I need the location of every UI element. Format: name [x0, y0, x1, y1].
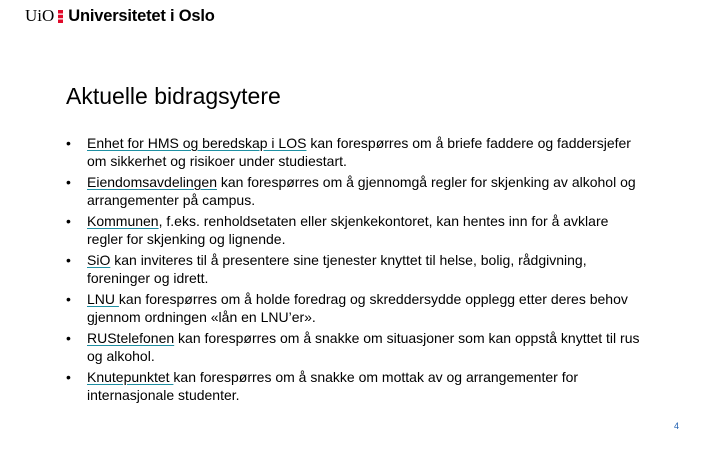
link-lnu[interactable]: LNU — [87, 291, 119, 307]
item-line-2: arrangementer på campus. — [87, 191, 256, 208]
page-number: 4 — [674, 421, 680, 431]
logo-short-text: UiO — [25, 6, 55, 25]
link-kommunen[interactable]: Kommunen — [87, 213, 159, 229]
item-line-1 — [87, 174, 696, 192]
item-line-1 — [87, 369, 696, 387]
item-text: kan forespørres om å snakke om situasjoner som kan oppstå knyttet til rus — [174, 330, 640, 346]
item-line-1 — [87, 213, 696, 231]
item-line-2: foreninger og idrett. — [87, 269, 209, 286]
item-line-2: gjennom ordningen «lån en LNU’er». — [87, 308, 316, 325]
item-line-1 — [87, 135, 696, 153]
item-text: kan inviteres til å presentere sine tjenester knyttet til helse, bolig, rådgivning, — [110, 252, 587, 268]
item-line-1 — [87, 252, 696, 270]
item-text: , f.eks. renholdsetaten eller skjenkekontoret, kan hentes inn for å avklare — [158, 213, 609, 229]
item-line-2: og alkohol. — [87, 347, 155, 364]
bullet-icon: • — [66, 213, 71, 229]
list-item — [66, 135, 696, 170]
link-knutepunktet[interactable]: Knutepunktet — [87, 369, 174, 385]
list-item — [66, 330, 696, 365]
list-item — [66, 174, 696, 209]
link-rustelefonen[interactable]: RUStelefonen — [87, 330, 175, 346]
uio-logo[interactable] — [25, 6, 215, 26]
bullet-icon: • — [66, 291, 71, 307]
item-text: kan forespørres om å briefe faddere og faddersjefer — [306, 135, 631, 151]
list-item — [66, 369, 696, 404]
item-line-2: internasjonale studenter. — [87, 386, 240, 403]
bullet-icon: • — [66, 369, 71, 385]
item-line-2: om sikkerhet og risikoer under studiestart. — [87, 152, 347, 169]
list-item — [66, 291, 696, 326]
logo-mark-icon — [58, 10, 63, 23]
item-text: kan forespørres om å snakke om mottak av og arrangementer for — [173, 369, 579, 385]
bullet-icon: • — [66, 135, 71, 151]
item-line-1 — [87, 330, 696, 348]
link-eiendomsavdelingen[interactable]: Eiendomsavdelingen — [87, 174, 217, 190]
slide-title: Aktuelle bidragsytere — [66, 83, 281, 109]
list-item — [66, 213, 696, 248]
item-text: kan forespørres om å holde foredrag og skreddersydde opplegg etter deres behov — [118, 291, 628, 307]
item-line-2: regler for skjenking og lignende. — [87, 230, 286, 247]
contributors-list — [66, 135, 696, 408]
bullet-icon: • — [66, 252, 71, 268]
item-text: kan forespørres om å gjennomgå regler for skjenking av alkohol og — [216, 174, 636, 190]
link-hms-beredskap[interactable]: Enhet for HMS og beredskap i LOS — [87, 135, 307, 151]
item-line-1 — [87, 291, 696, 309]
link-sio[interactable]: SiO — [87, 252, 111, 268]
bullet-icon: • — [66, 330, 71, 346]
list-item — [66, 252, 696, 287]
bullet-icon: • — [66, 174, 71, 190]
logo-university-name: Universitetet i Oslo — [68, 6, 215, 25]
